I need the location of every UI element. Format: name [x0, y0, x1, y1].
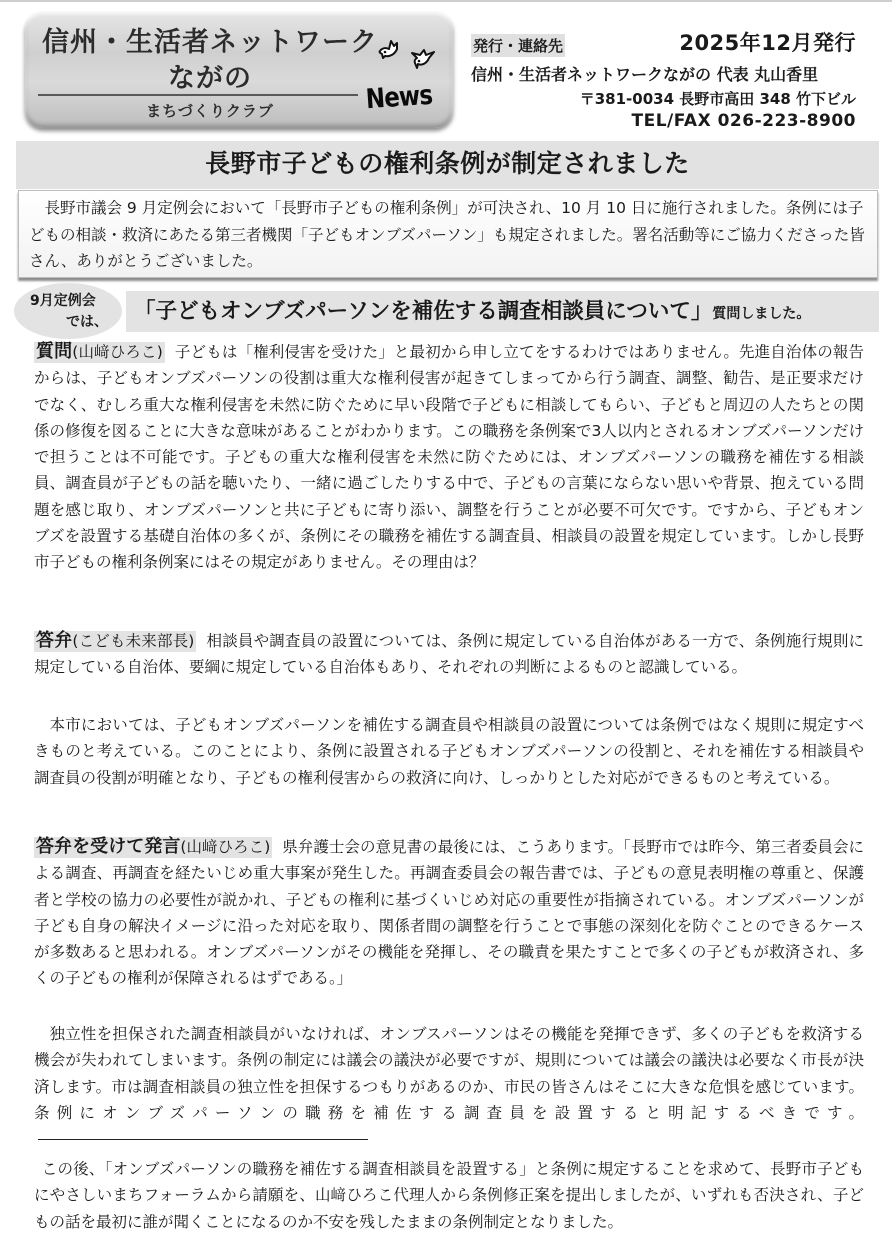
answer-speaker: (こども未来部長) — [72, 632, 195, 650]
organization: 信州・生活者ネットワークながの 代表 丸山香里 — [471, 65, 819, 84]
section-badge-line2: では、 — [66, 314, 108, 330]
question-speaker: (山﨑ひろこ) — [72, 343, 163, 361]
section-badge-line1: 9月定例会 — [30, 293, 96, 309]
separator-line — [38, 1139, 368, 1141]
response-paragraph — [34, 834, 864, 992]
answer-tag — [34, 631, 196, 652]
logo-subtitle: まちづくりクラブ — [146, 102, 274, 120]
intro-box — [18, 190, 878, 278]
question-tag — [34, 342, 165, 363]
answer-text: 相談員や調査員の設置については、条例に規定している自治体がある一方で、条例施行規則に規定している自治体、要綱に規定している自治体もあり、それぞれの判断によるものと認識している。 — [34, 632, 865, 677]
response-text: 県弁護士会の意見書の最後には、こうあります。「長野市では昨今、第三者委員会による調査、再調査を経たいじめ重大事案が発生した。再調査委員会の報告書では、子どもの意見表明権の尊重と、保護者と学校の協力の必要性が説かれ、子どもの権利に基づくいじめ対応の重要性が指摘されている。オンブズパーソンが子ども自身の解決イメージに沿った対応を取り、関係者間の調整を行うことで事態の深刻化を防ぐことのできるケースが多数あると思われる。オンブズパーソンがその機能を発揮し、その職責を果たすことで多くの子どもが救済され、多くの子どもの権利が保障されるはずである。」 — [34, 838, 865, 988]
headline: 長野市子どもの権利条例が制定されました — [16, 141, 879, 189]
publisher-label: 発行・連絡先 — [471, 34, 565, 57]
logo-title-line1: 信州・生活者ネットワーク — [42, 27, 378, 58]
answer-paragraph-2: 本市においては、子どもオンブズパーソンを補佐する調査員や相談員の設置については条例ではなく規則に規定すべきものと考えている。このことにより、条例に設置される子どもオンブズパーソンの役割と、それを補佐する相談員や調査員の役割が明確となり、子どもの権利侵害からの救済に向け、しっかりとした対応ができるものと考えている。 — [34, 716, 864, 787]
issue-date: 2025年12月発行 — [679, 31, 856, 55]
response-speaker: (山﨑ひろこ) — [180, 838, 271, 856]
top-rule — [0, 0, 892, 2]
tel-fax: TEL/FAX 026-223-8900 — [631, 111, 856, 131]
section-title-suffix: 質問しました。 — [712, 306, 811, 322]
section-title — [126, 291, 879, 332]
bird-icon — [377, 37, 403, 63]
address: 〒381-0034 長野市高田 348 竹下ビル — [579, 90, 856, 108]
intro-text: 長野市議会 9 月定例会において「長野市子どもの権利条例」が可決され、10 月 10 日に施行されました。条例には子どもの相談・救済にあたる第三者機関「子どもオンブズパーソン」も規定されました。署名活動等にご協力くださった皆さん、ありがとうございました。 — [29, 199, 865, 270]
bird-icon — [410, 44, 436, 70]
question-text: 子どもは「権利侵害を受けた」と最初から申し立てをするわけではありません。先進自治体の報告からは、子どもオンブズパーソンの役割は重大な権利侵害が起きてしまってから行う調査、調整、勧告、是正要求だけでなく、むしろ重大な権利侵害を未然に防ぐために早い段階で子どもに相談してもらい、子どもと周辺の人たちとの関係の修復を図ることに大きな意味があることがわかります。この職務を条例案で3人以内とされるオンブズパーソンだけで担うことは不可能です。子どもの重大な権利侵害を未然に防ぐためには、オンブズパーソンの職務を補佐する相談員、調査員が子どもの話を聴いたり、一緒に過ごしたりする中で、子どもの言葉にならない思いや背景、抱えている問題を感じ取り、オンブズパーソンと共に子どもに寄り添い、調整を行うことが必要不可欠です。ですから、子どもオンブズを設置する基礎自治体の多くが、条例にその職務を補佐する調査員、相談員の設置を規定しています。しかし長野市子どもの権利条例案にはその規定がありません。その理由は？ — [34, 343, 865, 572]
masthead-logo — [25, 12, 453, 128]
logo-news-label: News — [364, 79, 434, 116]
response-label: 答弁を受けて発言 — [36, 836, 181, 857]
response-text-2: 独立性を担保された調査相談員がいなければ、オンブスパーソンはその機能を発揮できず、多くの子どもを救済する機会が失われてしまいます。条例の制定には議会の議決が必要ですが、規則については議会の議決は必要なく市長が決済します。市は調査相談員の独立性を担保するつもりがあるのか、市民の皆さんはそこに大きな危惧を感じています。条例にオンブズパーソンの職務を補佐する調査員を設置すると明記するべきです。 — [34, 1025, 864, 1122]
question-paragraph — [34, 339, 864, 576]
logo-title-line2: ながの — [168, 63, 252, 94]
answer-paragraph — [34, 628, 864, 681]
answer-label: 答弁 — [36, 630, 73, 651]
response-tag — [34, 837, 272, 858]
response-paragraph-2 — [34, 1021, 864, 1152]
section-title-text: 「子どもオンブズパーソンを補佐する調査相談員について」 — [134, 299, 713, 324]
question-label: 質問 — [36, 341, 73, 362]
logo-divider — [38, 94, 358, 96]
followup-paragraph: この後、「オンブズパーソンの職務を補佐する調査相談員を設置する」と条例に規定することを求めて、長野市子どもにやさしいまちフォーラムから請願を、山﨑ひろこ代理人から条例修正案を提出しましたが、いずれも否決され、子どもの話を最初に誰が聞くことになるのか不安を残したままの条例制定となりました。 — [34, 1160, 864, 1231]
